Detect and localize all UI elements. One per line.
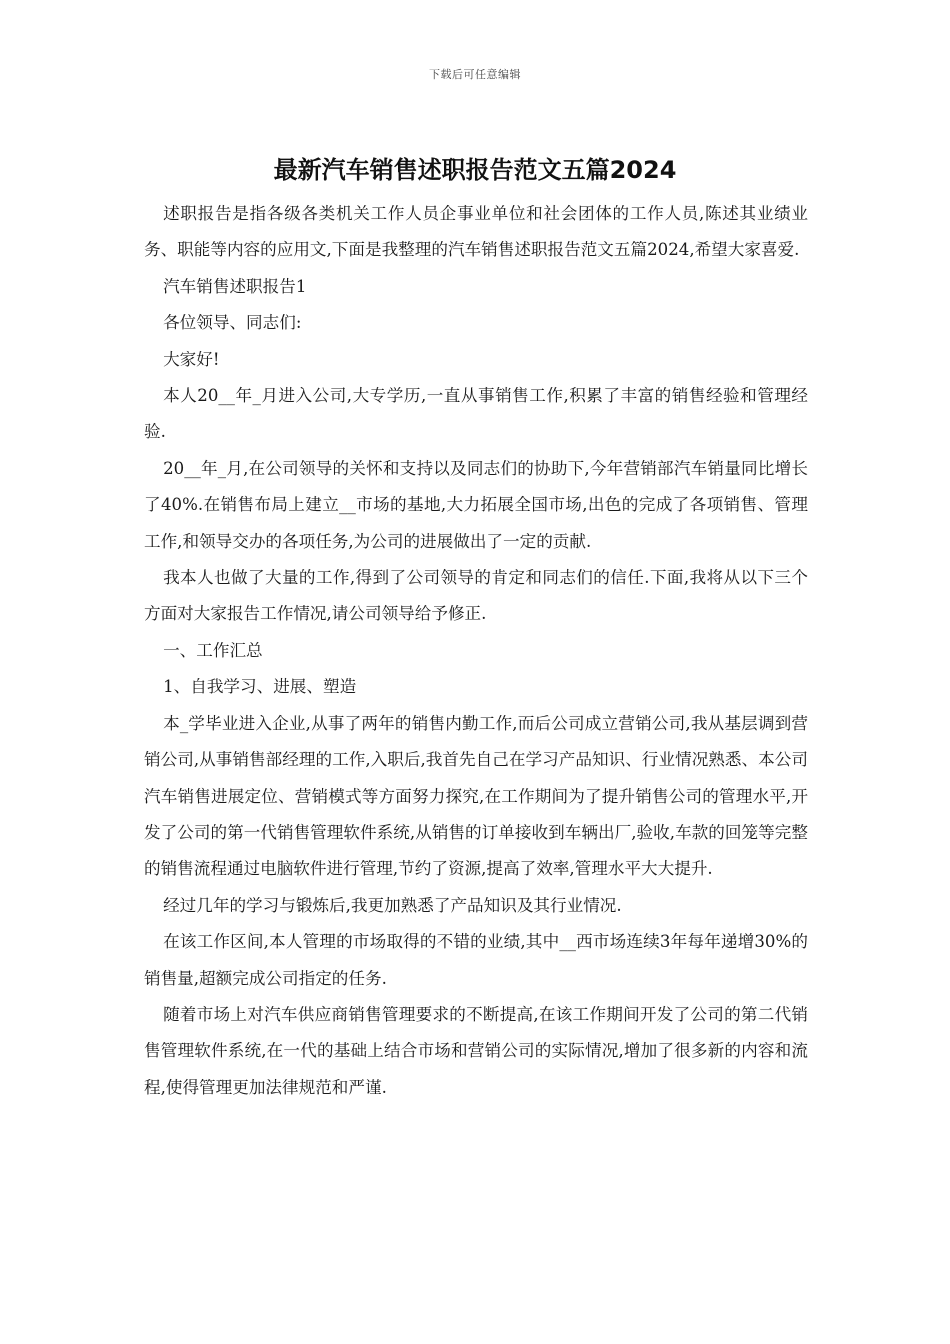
paragraph-greeting: 大家好! <box>163 349 220 369</box>
paragraph-overview: 我本人也做了大量的工作,得到了公司领导的肯定和同志们的信任.下面,我将从以下三个方面对大家报告工作情况,请公司领导给予修正. <box>144 568 808 624</box>
document-title: 最新汽车销售述职报告范文五篇2024 <box>273 156 677 184</box>
paragraph-experience: 经过几年的学习与锻炼后,我更加熟悉了产品知识及其行业情况. <box>163 895 622 915</box>
paragraph-report-heading: 汽车销售述职报告1 <box>163 276 307 296</box>
paragraph-career: 本_学毕业进入企业,从事了两年的销售内勤工作,而后公司成立营销公司,我从基层调到营销公司,从事销售部经理的工作,入职后,我首先自己在学习产品知识、行业情况熟悉、本公司汽车销售进展定位、营销模式等方面努力探究,在工作期间为了提升销售公司的管理水平,开发了公司的第一代销售管理软件系统,从销售的订单接收到车辆出厂,验收,车款的回笼等完整的销售流程通过电脑软件进行管理,节约了资源,提高了效率,管理水平大大提升. <box>144 713 808 879</box>
subsection-heading-self-learning: 1、自我学习、进展、塑造 <box>163 677 357 697</box>
paragraph-salutation: 各位领导、同志们: <box>163 313 302 333</box>
paragraph-intro: 述职报告是指各级各类机关工作人员企事业单位和社会团体的工作人员,陈述其业绩业务、职能等内容的应用文,下面是我整理的汽车销售述职报告范文五篇2024,希望大家喜爱. <box>144 204 808 260</box>
paragraph-market-results: 在该工作区间,本人管理的市场取得的不错的业绩,其中__西市场连续3年每年递增30%的销售量,超额完成公司指定的任务. <box>144 932 808 988</box>
header-note: 下载后可任意编辑 <box>429 68 521 81</box>
section-heading-summary: 一、工作汇总 <box>163 640 263 660</box>
paragraph-second-system: 随着市场上对汽车供应商销售管理要求的不断提高,在该工作期间开发了公司的第二代销售管理软件系统,在一代的基础上结合市场和营销公司的实际情况,增加了很多新的内容和流程,使得管理更加法律规范和严谨. <box>144 1004 808 1097</box>
document-body <box>144 196 808 1106</box>
paragraph-achievements: 20__年_月,在公司领导的关怀和支持以及同志们的协助下,今年营销部汽车销量同比增长了40%.在销售布局上建立__市场的基地,大力拓展全国市场,出色的完成了各项销售、管理工作,和领导交办的各项任务,为公司的进展做出了一定的贡献. <box>144 458 808 551</box>
paragraph-background: 本人20__年_月进入公司,大专学历,一直从事销售工作,积累了丰富的销售经验和管理经验. <box>144 386 808 442</box>
